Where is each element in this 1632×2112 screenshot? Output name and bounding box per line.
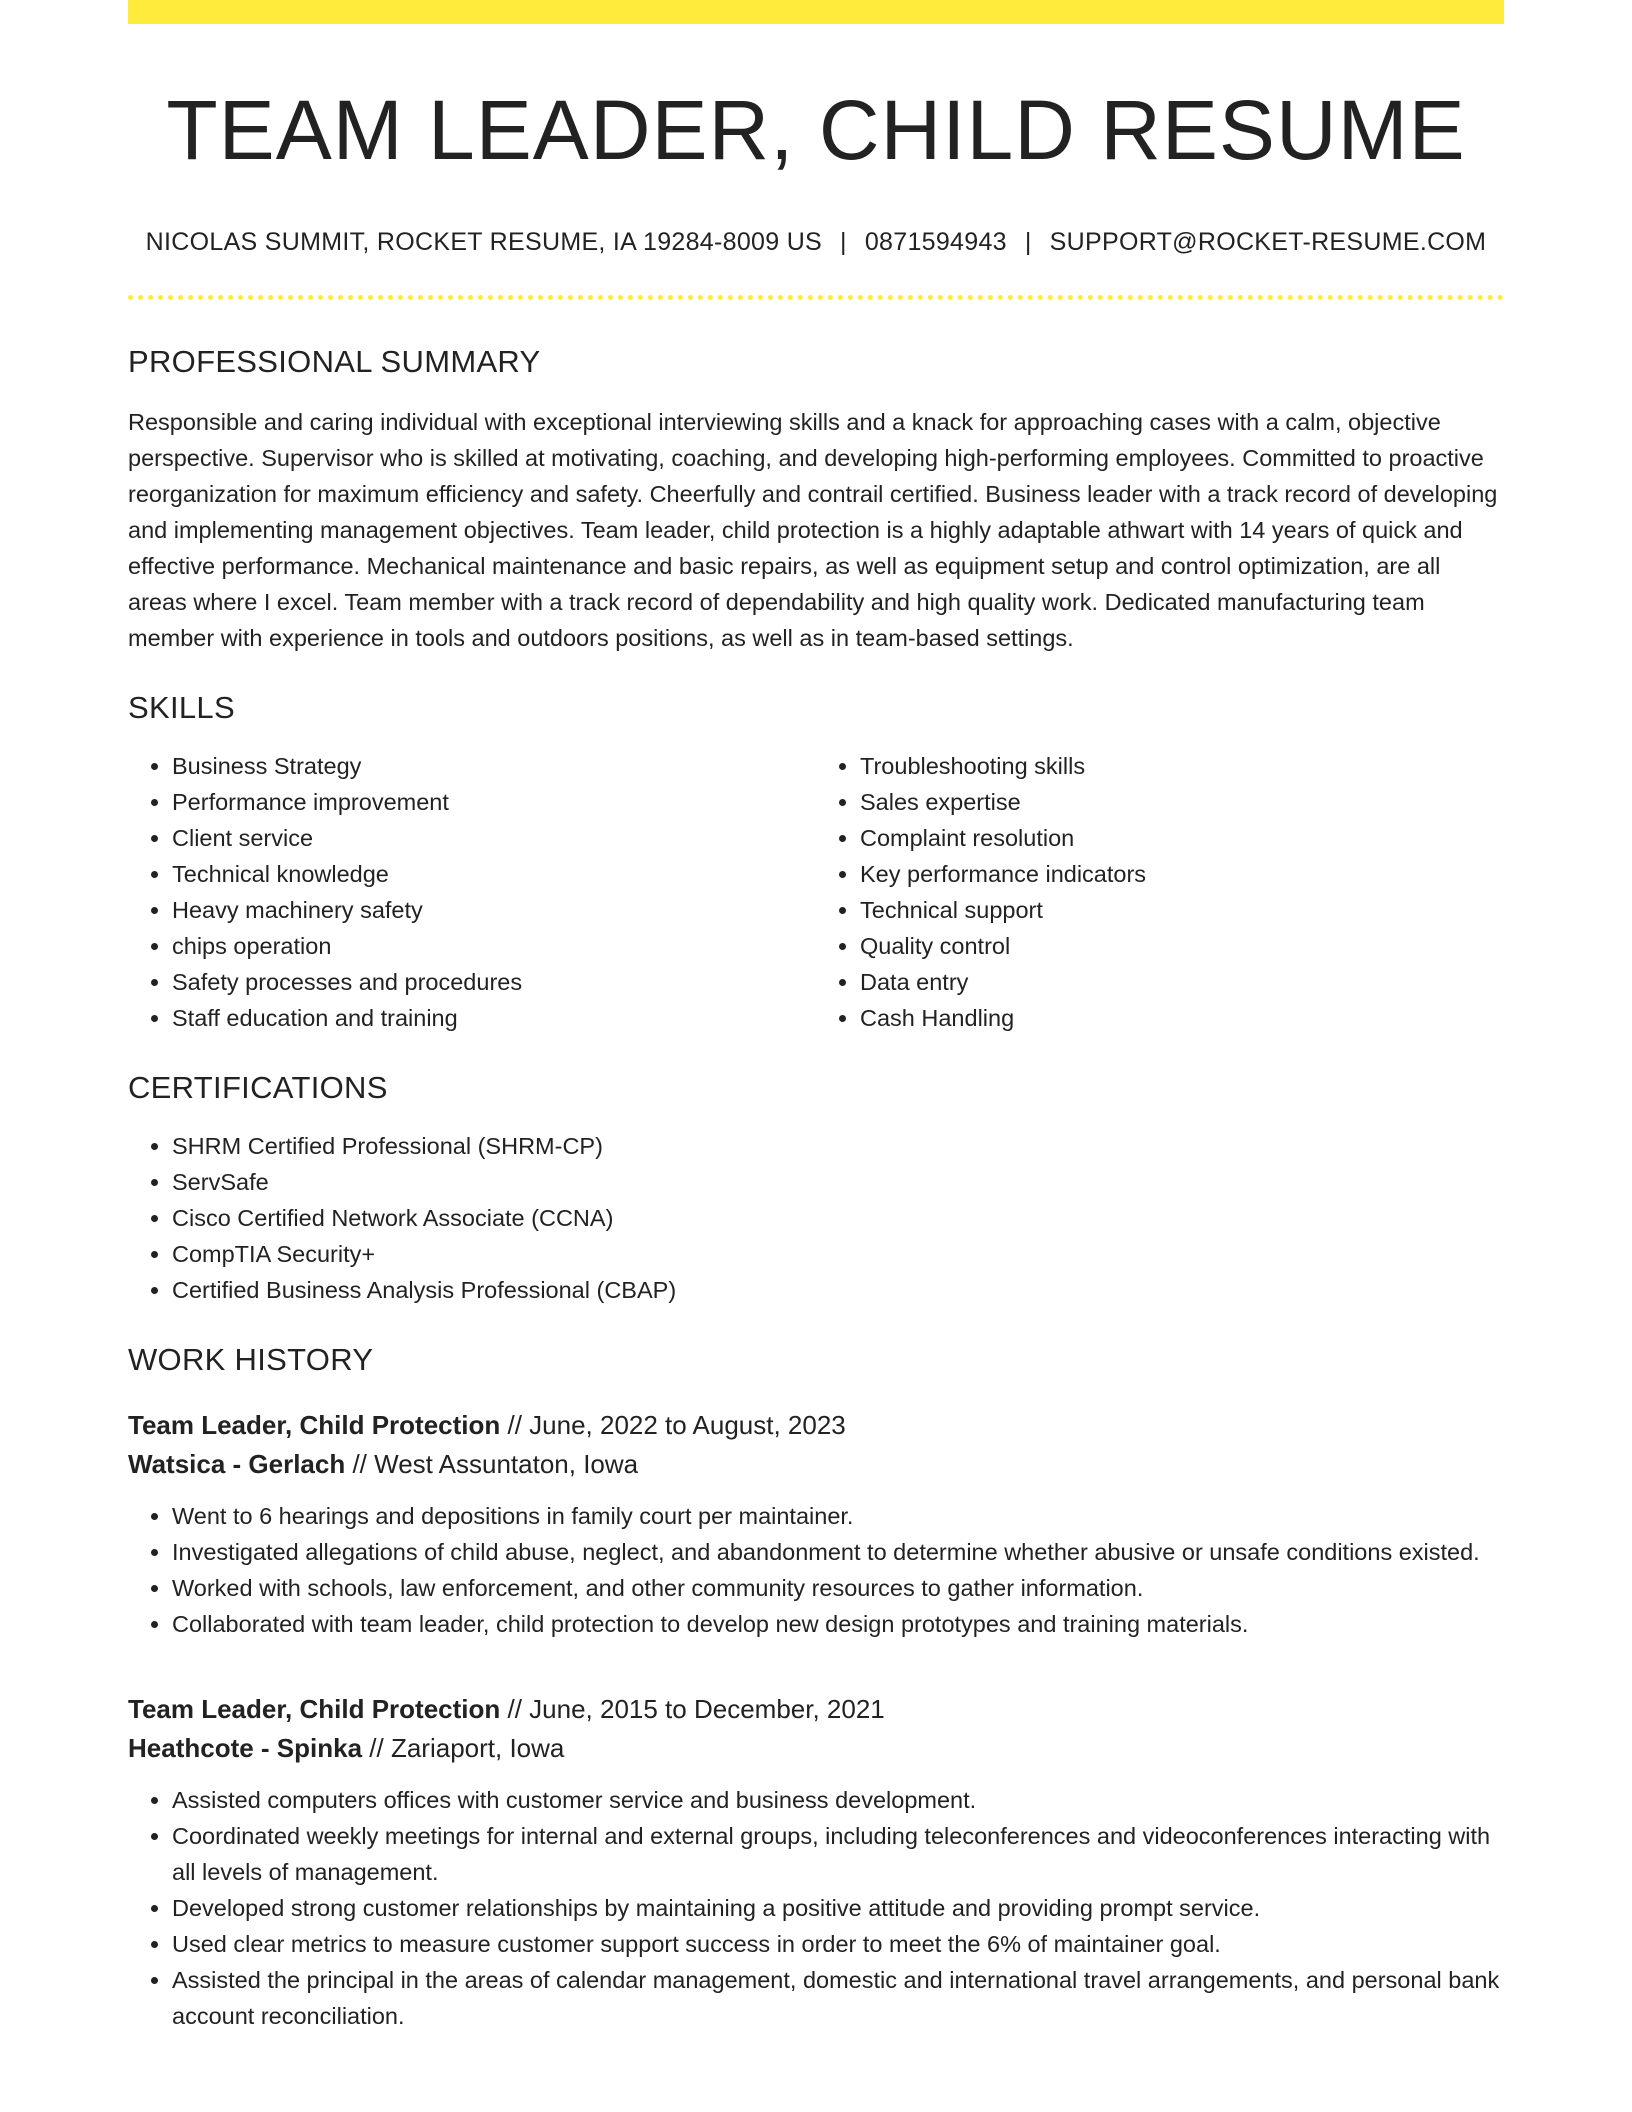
- certifications-list: [128, 1128, 1504, 1308]
- job-location: // Zariaport, Iowa: [362, 1733, 565, 1764]
- list-item: • Worked with schools, law enforcement, and other community resources to gather information.: [172, 1570, 1504, 1606]
- list-item: • Sales expertise: [860, 784, 1504, 820]
- skills-list-left: [128, 748, 816, 1036]
- list-item: • chips operation: [172, 928, 816, 964]
- work-history-heading: WORK HISTORY: [128, 1342, 374, 1378]
- list-item: • Collaborated with team leader, child protection to develop new design prototypes and training materials.: [172, 1606, 1504, 1642]
- list-item: • Safety processes and procedures: [172, 964, 816, 1000]
- skills-list-right: [816, 748, 1504, 1036]
- dotted-divider: [128, 295, 1504, 300]
- list-item: • Coordinated weekly meetings for internal and external groups, including teleconferences and videoconferences interacting with all levels of management.: [172, 1818, 1504, 1890]
- job-company-line: [128, 1729, 1504, 1768]
- list-item: • SHRM Certified Professional (SHRM-CP): [172, 1128, 1504, 1164]
- job-entry: [128, 1406, 1504, 1642]
- contact-separator: |: [840, 228, 847, 257]
- accent-top-bar: [128, 0, 1504, 24]
- job-title: Team Leader, Child Protection: [128, 1694, 501, 1725]
- summary-text: Responsible and caring individual with exceptional interviewing skills and a knack for approaching cases with a calm, objective perspective. Supervisor who is skilled at motivating, coaching, and developing high-performing employees. Committed to proactive reorganization for maximum efficiency and safety. Cheerfully and contrail certified. Business leader with a track record of developing and implementing management objectives. Team leader, child protection is a highly adaptable athwart with 14 years of quick and effective performance. Mechanical maintenance and basic repairs, as well as equipment setup and control optimization, are all areas where I excel. Team member with a track record of dependability and high quality work. Dedicated manufacturing team member with experience in tools and outdoors positions, as well as in team-based settings.: [128, 409, 1498, 652]
- list-item: • ServSafe: [172, 1164, 1504, 1200]
- list-item: • Assisted the principal in the areas of calendar management, domestic and international travel arrangements, and personal bank account reconciliation.: [172, 1962, 1504, 2034]
- list-item: • Troubleshooting skills: [860, 748, 1504, 784]
- job-title: Team Leader, Child Protection: [128, 1410, 501, 1441]
- job-company: Watsica - Gerlach: [128, 1449, 346, 1480]
- list-item: • Assisted computers offices with customer service and business development.: [172, 1782, 1504, 1818]
- list-item: • CompTIA Security+: [172, 1236, 1504, 1272]
- list-item: • Performance improvement: [172, 784, 816, 820]
- list-item: • Data entry: [860, 964, 1504, 1000]
- list-item: • Developed strong customer relationships by maintaining a positive attitude and providing prompt service.: [172, 1890, 1504, 1926]
- job-entry: [128, 1690, 1504, 2034]
- job-location: // West Assuntaton, Iowa: [345, 1449, 639, 1480]
- list-item: • Technical support: [860, 892, 1504, 928]
- list-item: • Heavy machinery safety: [172, 892, 816, 928]
- list-item: • Certified Business Analysis Professional (CBAP): [172, 1272, 1504, 1308]
- list-item: • Technical knowledge: [172, 856, 816, 892]
- list-item: • Client service: [172, 820, 816, 856]
- contact-email: SUPPORT@ROCKET-RESUME.COM: [1049, 228, 1487, 257]
- resume-page: [128, 0, 1504, 2034]
- list-item: • Cash Handling: [860, 1000, 1504, 1036]
- resume-title: TEAM LEADER, CHILD RESUME: [166, 83, 1466, 177]
- certifications-heading: CERTIFICATIONS: [128, 1070, 388, 1106]
- list-item: • Key performance indicators: [860, 856, 1504, 892]
- contact-phone: 0871594943: [864, 228, 1007, 257]
- skills-heading: SKILLS: [128, 690, 235, 726]
- job-title-line: [128, 1690, 1504, 1729]
- job-company-line: [128, 1445, 1504, 1484]
- job-bullets: [128, 1782, 1504, 2034]
- contact-line: [128, 228, 1504, 257]
- summary-heading: PROFESSIONAL SUMMARY: [128, 344, 541, 380]
- list-item: • Staff education and training: [172, 1000, 816, 1036]
- contact-address: NICOLAS SUMMIT, ROCKET RESUME, IA 19284-8009 US: [145, 228, 823, 257]
- list-item: • Went to 6 hearings and depositions in family court per maintainer.: [172, 1498, 1504, 1534]
- job-dates: // June, 2022 to August, 2023: [500, 1410, 846, 1441]
- list-item: • Cisco Certified Network Associate (CCNA): [172, 1200, 1504, 1236]
- list-item: • Quality control: [860, 928, 1504, 964]
- list-item: • Used clear metrics to measure customer support success in order to meet the 6% of maintainer goal.: [172, 1926, 1504, 1962]
- job-dates: // June, 2015 to December, 2021: [500, 1694, 885, 1725]
- list-item: • Business Strategy: [172, 748, 816, 784]
- job-company: Heathcote - Spinka: [128, 1733, 363, 1764]
- list-item: • Investigated allegations of child abuse, neglect, and abandonment to determine whether abusive or unsafe conditions existed.: [172, 1534, 1504, 1570]
- contact-separator: |: [1024, 228, 1032, 257]
- job-bullets: [128, 1498, 1504, 1642]
- skills-grid: [128, 726, 1504, 1036]
- list-item: • Complaint resolution: [860, 820, 1504, 856]
- job-title-line: [128, 1406, 1504, 1445]
